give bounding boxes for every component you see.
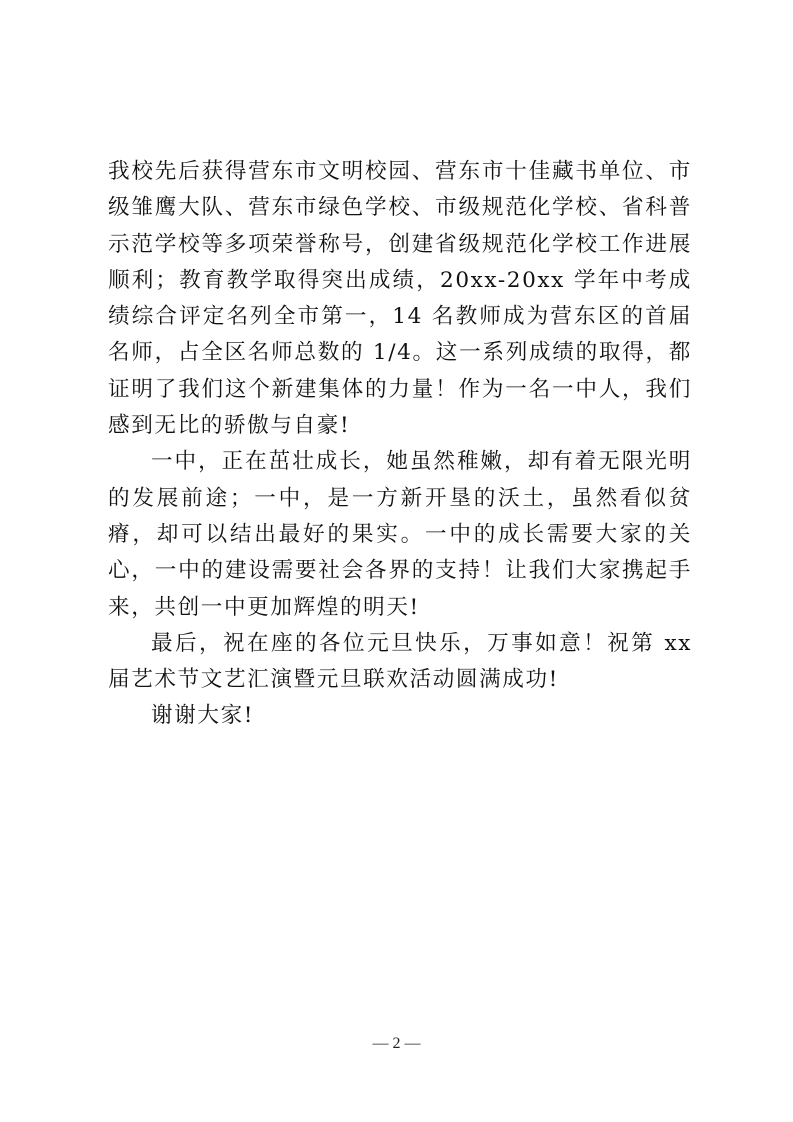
paragraph-honors-achievements: 我校先后获得营东市文明校园、营东市十佳藏书单位、市级雏鹰大队、营东市绿色学校、市级规范化学校、省科普示范学校等多项荣誉称号，创建省级规范化学校工作进展顺利；教育教学取得突出成绩，20xx-20xx 学年中考成绩综合评定名列全市第一，14 名教师成为营东区的首届名师，占全区名师总数的 1/4。这一系列成绩的取得，都证明了我们这个新建集体的力量！作为一名一中人，我们感到无比的骄傲与自豪! [108, 159, 692, 439]
document-body [108, 154, 692, 735]
paragraph-thanks: 谢谢大家! [151, 703, 255, 729]
paragraph-new-year-wishes: 最后，祝在座的各位元旦快乐，万事如意！祝第 xx 届艺术节文艺汇演暨元旦联欢活动圆满成功! [108, 630, 692, 693]
page-number: — 2 — [372, 1035, 421, 1052]
paragraph-school-future: 一中，正在茁壮成长，她虽然稚嫩，却有着无限光明的发展前途；一中，是一方新开垦的沃土，虽然看似贫瘠，却可以结出最好的果实。一中的成长需要大家的关心，一中的建设需要社会各界的支持！让我们大家携起手来，共创一中更加辉煌的明天! [108, 449, 692, 620]
